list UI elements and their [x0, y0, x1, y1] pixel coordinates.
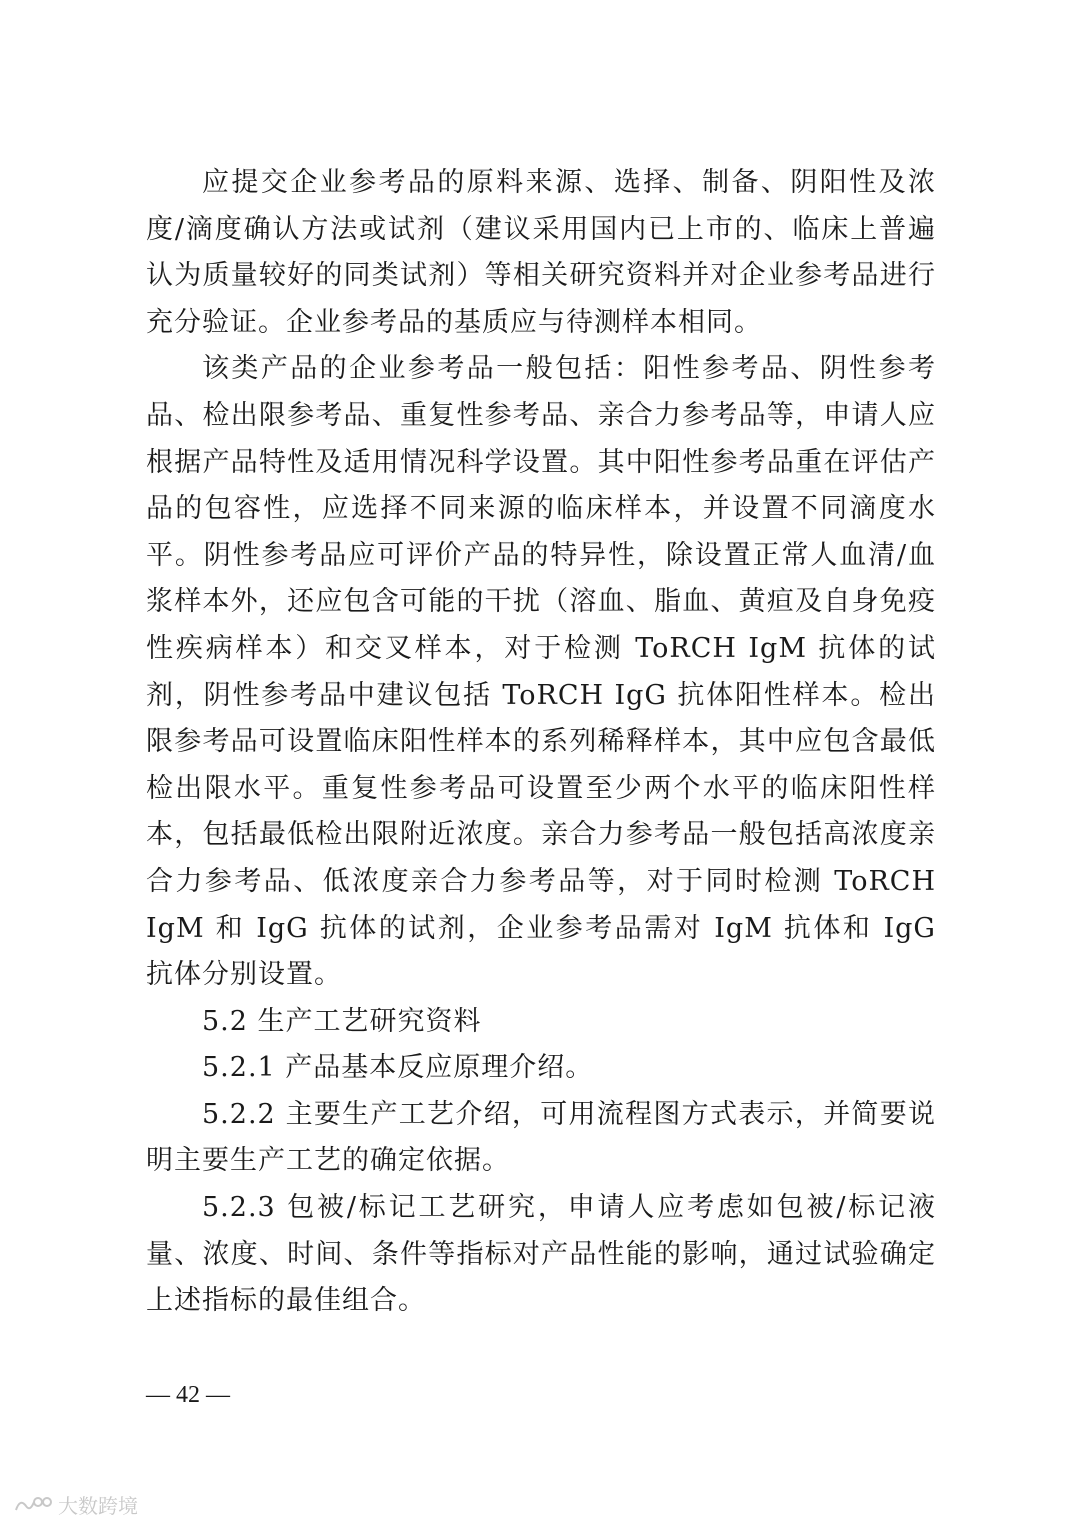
watermark [12, 1490, 138, 1519]
watermark-logo-icon [12, 1494, 52, 1516]
paragraph-reference-materials-types: 该类产品的企业参考品一般包括：阳性参考品、阴性参考品、检出限参考品、重复性参考品、亲合力参考品等，申请人应根据产品特性及适用情况科学设置。其中阳性参考品重在评估产品的包容性，应选择不同来源的临床样本，并设置不同滴度水平。阴性参考品应可评价产品的特异性，除设置正常人血清/血浆样本外，还应包含可能的干扰（溶血、脂血、黄疸及自身免疫性疾病样本）和交叉样本，对于检测 ToRCH IgM 抗体的试剂，阴性参考品中建议包括 ToRCH IgG 抗体阳性样本。检出限参考品可设置临床阳性样本的系列稀释样本，其中应包含最低检出限水平。重复性参考品可设置至少两个水平的临床阳性样本，包括最低检出限附近浓度。亲合力参考品一般包括高浓度亲合力参考品、低浓度亲合力参考品等，对于同时检测 ToRCH IgM 和 IgG 抗体的试剂，企业参考品需对 IgM 抗体和 IgG 抗体分别设置。 [146, 353, 936, 991]
document-body [146, 160, 936, 1325]
page-number: — 42 — [146, 1382, 230, 1408]
paragraph-5-2-2: 5.2.2 主要生产工艺介绍，可用流程图方式表示，并简要说明主要生产工艺的确定依据。 [146, 1098, 936, 1177]
paragraph-reference-materials-source: 应提交企业参考品的原料来源、选择、制备、阴阳性及浓度/滴度确认方法或试剂（建议采用国内已上市的、临床上普遍认为质量较好的同类试剂）等相关研究资料并对企业参考品进行充分验证。企业参考品的基质应与待测样本相同。 [146, 167, 936, 338]
watermark-text: 大数跨境 [58, 1494, 138, 1518]
section-heading-5-2: 5.2 生产工艺研究资料 [202, 1005, 482, 1037]
paragraph-5-2-1: 5.2.1 产品基本反应原理介绍。 [202, 1052, 594, 1084]
paragraph-5-2-3: 5.2.3 包被/标记工艺研究，申请人应考虑如包被/标记液量、浓度、时间、条件等指标对产品性能的影响，通过试验确定上述指标的最佳组合。 [146, 1192, 936, 1317]
